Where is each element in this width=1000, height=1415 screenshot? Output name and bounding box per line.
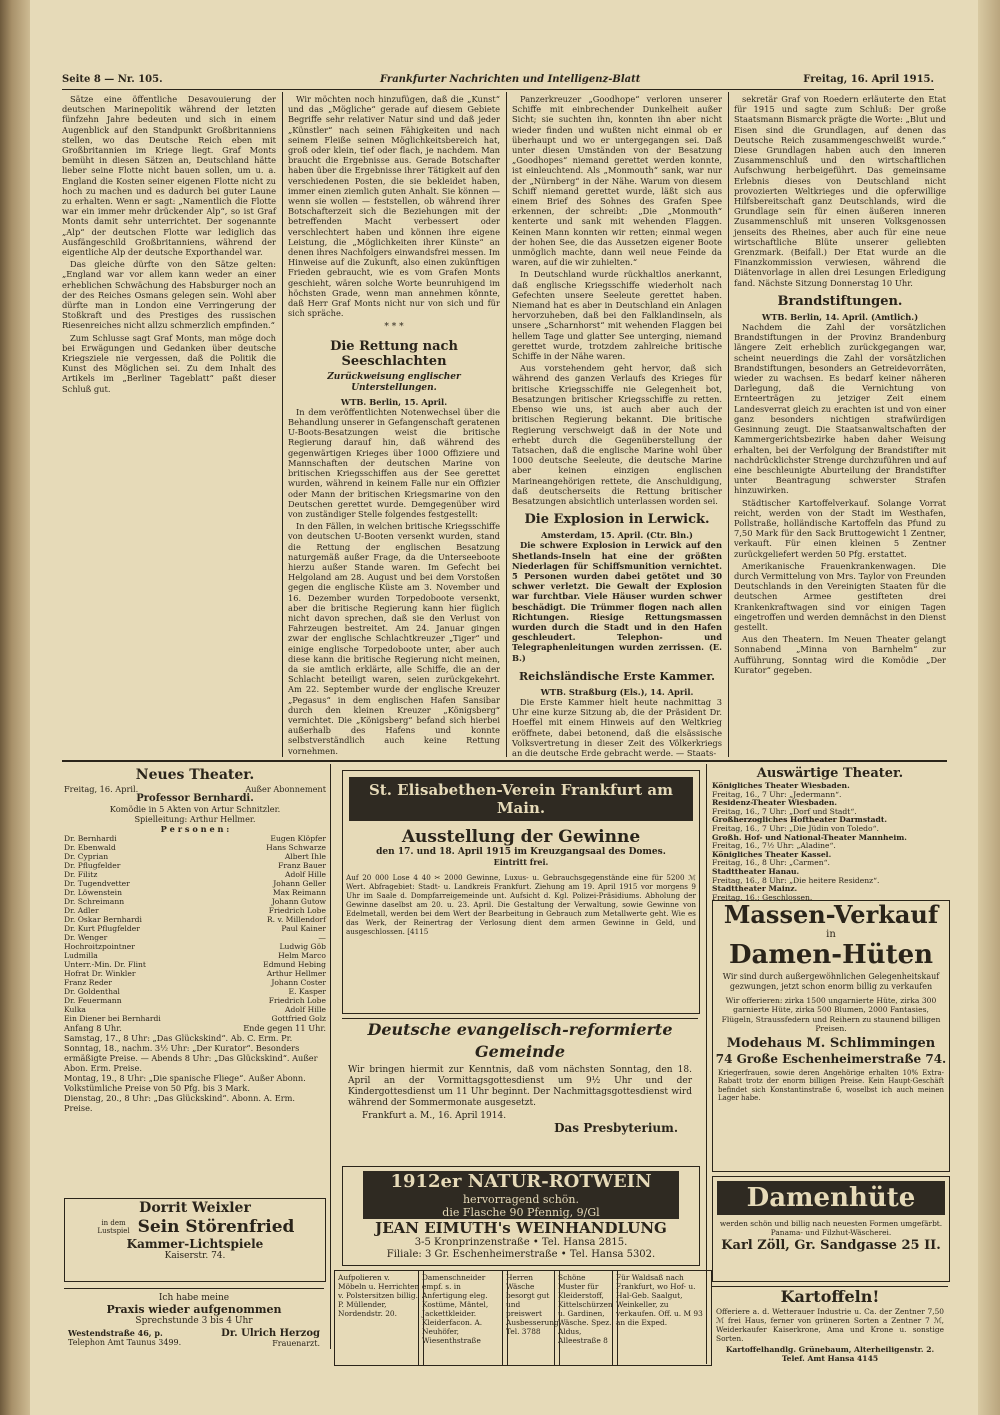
cast-actor: Paul Kainer: [281, 924, 326, 933]
header-masthead: Frankfurter Nachrichten und Intelligenz-Blatt: [380, 74, 641, 85]
wine-advert: [342, 1166, 700, 1266]
doctor-line1: Ich habe meine: [158, 1293, 230, 1303]
cast-actor: R. v. Millendorf: [266, 915, 326, 924]
cast-row: [64, 933, 326, 942]
theater-venue: Residenz-Theater Wiesbaden.: [712, 798, 837, 808]
cast-role: Hochroitzpointner: [64, 942, 135, 951]
cast-role: Kulka: [64, 1005, 86, 1014]
local-news-item: Städtischer Kartoffelverkauf. Solange Vorrat reicht, werden von der Stadt im Westhafen, Pollstraße, holländische Kartoffeln das Pfund zu 7,50 Mark für den Sack Bruttogewicht 1 Zentner, verkauft. Für einen kleinen 5 Zentner zurückgeliefert werden 50 Pfg. erstattet.: [734, 497, 946, 559]
cast-actor: E. Kasper: [288, 987, 326, 996]
cast-row: [64, 897, 326, 906]
cast-actor: Friedrich Lobe: [268, 996, 326, 1005]
column-rule: [282, 92, 283, 757]
cast-list: [64, 834, 326, 1023]
cast-actor: Arthur Hellmer: [266, 969, 326, 978]
cast-actor: Helm Marco: [278, 951, 326, 960]
cast-row: [64, 906, 326, 915]
cast-role: Dr. Schreimann: [64, 897, 125, 906]
cast-row: [64, 843, 326, 852]
hat-sale-advert: [712, 900, 950, 1172]
article-headline: Die Rettung nach Seeschlachten: [330, 338, 458, 369]
cast-actor: Gottfried Golz: [271, 1014, 326, 1023]
play-director: Spielleitung: Arthur Hellmer.: [134, 814, 256, 824]
verein-dates: den 17. und 18. April 1915 im Kreuzgangsaal des Domes.: [376, 847, 666, 857]
doctor-line2: Praxis wieder aufgenommen: [106, 1303, 282, 1316]
page-right-edge: [978, 0, 1000, 1415]
cast-role: Dr. Feuermann: [64, 996, 122, 1005]
wine-price: die Flasche 90 Pfennig, 9/Gl: [363, 1206, 679, 1219]
article-subheadline: Zurückweisung englischer Unterstellungen.: [327, 371, 461, 393]
cast-actor: Johann Coster: [271, 978, 326, 987]
wine-address: 3-5 Kronprinzenstraße • Tel. Hansa 2815.: [414, 1237, 628, 1248]
article-paragraph: In den Fällen, in welchen britische Kriegsschiffe von deutschen U-Booten versenkt wurden, stand die Rettung der englischen Besatzung naturgemäß außer Frage, da die Unterseeboote hierzu außer Stande waren. Im Gefecht bei Helgoland am 28. August und bei dem Vorstoßen gegen die englische Küste am 3. November und 16. Dezember wurden Torpedoboote versenkt, aber die britische Regierung kann hier füglich nicht davon sprechen, daß sie den Verlust von Fahrzeugen bestreitet. Am 24. Januar gingen zwar der englische Schlachtkreuzer „Tiger“ und einige englische Torpedoboote unter, aber auch diese kann die britische Regierung nicht meinen, da sie amtlich erklärte, alle Schiffe, die an der Schlacht beteiligt waren, seien zurückgekehrt. Am 22. September wurde der englische Kreuzer „Pegasus“ in dem englischen Hafen Sansibar durch den kleinen Kreuzer „Königsberg“ vernichtet. Die „Königsberg“ befand sich hierbei außerhalb des Hafens und konnte selbstverständlich auch keine Rettung vornehmen.: [288, 521, 500, 756]
cast-role: Dr. Ebenwald: [64, 843, 116, 852]
article-paragraph: Sätze eine öffentliche Desavouierung der deutschen Marinepolitik während der letzten fünfzehn Jahre bedeuten und sich in einem Augenblick auf den Standpunkt Großbritanniens stellen, wo das Deutsche Reich eben mit Großbritannien im Kriege liegt. Graf Monts bemüht in diesen Sätzen an, Deutschland hätte lieber seine Flotte nicht bauen sollen, um u. a. England die Kosten seiner eigenen Flotte nicht zu hoch zu machen und es dadurch bei guter Laune zu erhalten. Wenn er sagt: „Namentlich die Flotte war ein immer mehr drückender Alp“, so ist Graf Monts damit sehr unterrichtet. Der sogenannte „Alp“ der deutschen Flotte war lediglich das Ausfängeschild Großbritanniens, während der eigentliche Alp der deutsche Exporthandel war.: [62, 94, 276, 258]
wine-firm: JEAN EIMUTH's WEINHANDLUNG: [375, 1219, 667, 1237]
cast-role: Dr. Tugendvetter: [64, 879, 130, 888]
verein-advert: [342, 770, 700, 1014]
theater-venue: Großh. Hof- und National-Theater Mannheim.: [712, 832, 907, 842]
hut-title: Damenhüte: [717, 1181, 945, 1215]
cast-role: Ein Diener bei Bernhardi: [64, 1014, 161, 1023]
theater-show: Freitag, 16., 7½ Uhr: „Aladine“.: [712, 841, 836, 851]
article-column-3: [512, 94, 722, 756]
cast-actor: —: [318, 933, 326, 942]
potato-title: Kartoffeln!: [780, 1287, 880, 1306]
start-time: Anfang 8 Uhr.: [64, 1023, 122, 1033]
sale-title: Massen-Verkauf: [723, 900, 939, 929]
page-binding-edge: [0, 0, 30, 1415]
sale-text: Wir sind durch außergewöhnlichen Gelegenheitskauf gezwungen, jetzt schon enorm billig zu verkaufen: [722, 972, 940, 991]
doctor-phone: Telephon Amt Taunus 3499.: [68, 1338, 182, 1347]
article-dateline: Amsterdam, 15. April. (Ctr. Bln.): [541, 530, 693, 541]
column-rule: [728, 92, 729, 757]
cast-row: [64, 870, 326, 879]
cast-actor: Franz Bauer: [278, 861, 326, 870]
cast-actor: Albert Ihle: [284, 852, 326, 861]
theater-venue: Königliches Theater Kassel.: [712, 849, 832, 859]
cast-role: Franz Reder: [64, 978, 112, 987]
article-paragraph: Die Erste Kammer hielt heute nachmittag 3 Uhr eine kurze Sitzung ab, die der Präsident Dr. Hoeffel mit einem Hinweis auf den Weltkrieg eröffnete, dabei betonend, daß die elsässische Volksvertretung in dieser Zeit des Völkerkriegs an die deutsche Erde gebracht werde. — Staats-: [512, 696, 722, 758]
theater-date: Freitag, 16. April.: [64, 784, 139, 794]
play-subtitle: Komödie in 5 Akten von Artur Schnitzler.: [109, 804, 281, 814]
local-news-item: Amerikanische Frauenkrankenwagen. Die durch Vermittelung von Mrs. Taylor von Freunden Deutschlands in den Vereinigten Staaten für die deutschen Armee gestifteten drei Krankenkraftwagen sind vor einigen Tagen eingetroffen und werden demnächst in den Dienst gestellt.: [734, 560, 946, 632]
article-dateline: WTB. Berlin, 15. April.: [340, 396, 448, 407]
section-rule: [62, 760, 947, 762]
cast-role: Dr. Filitz: [64, 870, 98, 879]
cast-actor: Johann Geller: [273, 879, 326, 888]
theater-show: Freitag, 16., 7 Uhr: „Die Jüdin von Toledo“.: [712, 823, 879, 833]
verein-title: St. Elisabethen-Verein Frankfurt am Main.: [349, 777, 693, 821]
article-paragraph: Panzerkreuzer „Goodhope“ verloren unserer Schiffe mit einbrechender Dunkelheit außer Sicht; sie suchten ihn, konnten ihn aber nicht wieder finden und wußten nicht einmal ob er überhaupt und wo er untergegangen sei. Daß unter diesen Umständen von der Besatzung „Goodhopes“ niemand gerettet werden konnte, ist einleuchtend. Als „Monmouth“ sank, war nur der „Nürnberg“ in der Nähe. Warum von diesem Schiff niemand gerettet wurde, läßt sich aus einem Brief des Sohnes des Grafen Spee erkennen, der schreibt: „Die „Monmouth“ kenterte und sank mit wehenden Flaggen. Keinen Mann konnten wir retten; einmal wegen der hohen See, die das Aussetzen eigener Boote unmöglich machte, dann weil neue Feinde da waren, auf die wir zuhielten.“: [512, 94, 722, 268]
article-dateline: WTB. Berlin, 14. April. (Amtlich.): [761, 311, 919, 322]
classified-ad: Herren Wäsche besorgt gut und preiswert Ausbesserung. Tel. 3788: [502, 1270, 560, 1366]
article-paragraph: In dem veröffentlichten Notenwechsel über die Behandlung unserer in Gefangenschaft geratenen U-Boots-Besatzungen weist die britische Regierung darauf hin, daß während des gegenwärtigen Krieges über 1000 Offiziere und Mannschaften der deutschen Marine von britischen Kriegsschiffen aus der See gerettet wurden, während in keinem Falle nur ein Offizier oder Mann der britischen Kriegsmarine von den Deutschen gerettet wurde. Demgegenüber wird von zuständiger Stelle folgendes festgestellt:: [288, 406, 500, 519]
cast-row: [64, 861, 326, 870]
theater-show: Freitag, 16., 8 Uhr: „Die heitere Residenz“.: [712, 875, 880, 885]
article-headline: Reichsländische Erste Kammer.: [519, 669, 715, 683]
article-paragraph: Das gleiche dürfte von den Sätze gelten: „England war vor allem kann weder an einer erheblichen Schwächung des Habsburger noch an der des Reiches Osmans gelegen sein. Wohl aber dürfte man in London eine Verringerung der Stoßkraft und des Prestiges des russischen Riesenreiches nicht allzu schmerzlich empfinden.“: [62, 259, 276, 331]
cast-role: Dr. Cyprian: [64, 852, 109, 861]
gemeinde-notice: [342, 1018, 698, 1159]
column-rule: [330, 764, 331, 1349]
classified-ad: Aufpolieren v. Möbeln u. Herrichten v. Polstersitzen billig. P. Müllender, Nordendstr. 20.: [334, 1270, 424, 1366]
local-news-item: Aus den Theatern. Im Neuen Theater gelangt Sonnabend „Minna von Barnhelm“ zur Aufführung, Sonntag wird die Komödie „Der Kurator“ gegeben.: [734, 634, 946, 675]
cast-row: [64, 969, 326, 978]
article-paragraph: In Deutschland wurde rückhaltlos anerkannt, daß englische Kriegsschiffe wiederholt nach Gefechten unsere Seeleute gerettet haben. Niemand hat es aber in Deutschland ein Anlagen hervorzuheben, daß bei den Falklandinseln, als unsere „Scharnhorst“ mit wehenden Flaggen bei hellem Tage und glatter See unterging, niemand gerettet wurde, trotzdem zahlreiche britische Schiffe in der Nähe waren.: [512, 269, 722, 362]
cast-row: [64, 996, 326, 1005]
potato-firm: Kartoffelhandlg. Grünebaum, Alterheiligenstr. 2. Telef. Amt Hansa 4145: [725, 1345, 935, 1363]
article-paragraph: Zum Schlusse sagt Graf Monts, man möge doch bei Erwägungen und Gedanken über deutsche Kriegsziele nie vergessen, daß die Politik die Kunst des Möglichen sei. Zu dem Inhalt des Artikels im „Berliner Tageblatt“ paßt dieser Schluß gut.: [62, 332, 276, 394]
gemeinde-signature: Das Presbyterium.: [554, 1121, 678, 1135]
cast-role: Unterr.-Min. Dr. Flint: [64, 960, 146, 969]
article-column-2: [288, 94, 500, 756]
cast-row: [64, 942, 326, 951]
end-time: Ende gegen 11 Uhr.: [243, 1023, 326, 1033]
cast-row: [64, 987, 326, 996]
verein-body: Auf 20 000 Lose 4 40 ✂ 2000 Gewinne, Luxus- u. Gebrauchsgegenstände eine für 5200 ℳ Wert. Abfragebiet: Stadt- u. Landkreis Frankfurt. Ziehung am 19. April 1915 vor morgens 9 Uhr im Saale d. Dompfarreigemeinde unt. Aufsicht d. Kgl. Polizei-Präsidiums. Abholung der Gewinne daselbst am 20. u. 23. April. Die Gestaltung der Verwaltung, sowie Gewinne von Edelmetall, werden bei dem Wert der Bearbeitung in Gebrauch zum Metallwerte geht. Wie es das Werk, der Reinertrag der Verlosung dient dem armen Gewinne in Geld, und ausgeschlossen. [4115: [346, 873, 696, 936]
cast-role: Dr. Wenger: [64, 933, 108, 942]
theater-venue: Königliches Theater Wiesbaden.: [712, 781, 850, 790]
cast-actor: Hans Schwarze: [266, 843, 326, 852]
cast-row: [64, 915, 326, 924]
verein-exhibit: Ausstellung der Gewinne: [401, 827, 641, 847]
play-title: Professor Bernhardi.: [136, 793, 254, 804]
theater-abo: Außer Abonnement: [245, 784, 326, 794]
cast-role: Dr. Goldenthal: [64, 987, 120, 996]
cast-row: [64, 834, 326, 843]
cast-role: Dr. Bernhardi: [64, 834, 117, 843]
hut-line1: werden schön und billig nach neuesten Formen umgefärbt.: [719, 1219, 943, 1228]
hut-name: Karl Zöll, Gr. Sandgasse 25 II.: [721, 1238, 941, 1253]
cinema-address: Kaiserstr. 74.: [164, 1251, 226, 1261]
article-column-1: [62, 94, 276, 756]
theater-show: Freitag, 16., 8 Uhr: „Carmen“.: [712, 858, 830, 868]
classified-ad: Für Waldsaß nach Frankfurt, wo Hof- u. Hal-Geb. Saalgut, Weinkeller, zu verkaufen. Off. u. M 93 an die Exped.: [612, 1270, 712, 1366]
classified-ad: Schöne Muster für Kleiderstoff, Kittelschürzen u. Gardinen, Wäsche. Spez. Aldus, Alleestraße 8: [554, 1270, 618, 1366]
doctor-name: Dr. Ulrich Herzog: [221, 1328, 320, 1339]
theater-venue: Stadttheater Hanau.: [712, 866, 800, 876]
cast-row: [64, 1014, 326, 1023]
cast-row: [64, 951, 326, 960]
cast-row: [64, 924, 326, 933]
sale-in: in: [826, 929, 836, 940]
theater-show: Freitag, 16., 7 Uhr: „Jedermann“.: [712, 789, 842, 799]
article-paragraph: Nachdem die Zahl der vorsätzlichen Brandstiftungen in der Provinz Brandenburg längere Zeit erheblich zurückgegangen war, scheint neuerdings die Zahl der vorsätzlichen Brandstiftungen, besonders an Getreidevorräten, wieder zu wachsen. Es bedarf keiner näheren Darlegung, daß die Vernichtung von Ernteerträgen zu jetziger Zeit einem Landesverrat gleich zu erachten ist und von einer ganz besonders nichtigen strafwürdigen Gesinnung zeugt. Die Staatsanwaltschaften der Kammergerichtsbezirke haben daher Weisung erhalten, bei der Verfolgung der Brandstifter mit nachdrücklichster Strenge durchzuführen und auf eine beschleunigte Aburteilung der Brandstifter unter Beantragung schwerster Strafen hinzuwirken.: [734, 322, 947, 496]
program-line: Samstag, 17., 8 Uhr: „Das Glückskind“. Ab. C. Erm. Pr.: [64, 1033, 293, 1043]
cast-role: Dr. Adler: [64, 906, 99, 915]
article-paragraph: Aus vorstehendem geht hervor, daß sich während des ganzen Verlaufs des Krieges für britische Kriegsschiffe nie Gelegenheit bot, Besatzungen britischer Kriegsschiffe zu retten. Ebenso wie uns, ist auch aber auch der britischen Regierung bekannt. Die britische Regierung verschweigt daß in der Note und erhebt durch die Gegenüberstellung der Tatsachen, daß die englische Marine wohl über 1000 deutsche Seeleute, die deutsche Marine aber keinen einzigen englischen Marineangehörigen rettete, die Anschuldigung, daß deutscherseits die Rettung britischer Besatzungen absichtlich unterlassen worden sei.: [512, 363, 722, 506]
article-paragraph: Wir möchten noch hinzufügen, daß die „Kunst“ und das „Mögliche“ gerade auf diesem Gebiete Begriffe sehr relativer Natur sind und daß jeder „Künstler“ nach seinen Fähigkeiten und nach seinem Fleiße seinen Möglichkeitsbereich hat, groß oder klein, tief oder flach, je nachdem. Man braucht die Ergebnisse aus. Gerade Botschafter haben über die Ergebnisse ihrer Tätigkeit auf den verschiedenen Posten, die sie bekleidet haben, immer einen ziemlich guten Anhalt. Sie können — wenn sie wollen — feststellen, ob während ihrer Botschafterzeit sich die Beziehungen mit der betreffenden Macht verbessert oder verschlechtert haben und können ihre eigene Leistung, die „Möglichkeiten ihrer Künste“ an denen ihres Nachfolgers einwandsfrei messen. Im Hinweise auf die Zukunft, also einen zukünftigen Frieden gebraucht, wie es vom Grafen Monts geschieht, wären solche Worte beunruhigend im höchsten Grade, wenn man annehmen könnte, daß Herr Graf Monts nicht nur von sich und für sich spräche.: [288, 94, 500, 319]
cast-actor: Friedrich Lobe: [268, 906, 326, 915]
cast-actor: Edmund Hebing: [263, 960, 326, 969]
doctor-title: Frauenarzt.: [272, 1339, 320, 1348]
cinema-play: Sein Störenfried: [137, 1217, 295, 1237]
sale-offers: Wir offerieren: zirka 1500 ungarnierte Hüte, zirka 300 garnierte Hüte, zirka 500 Blumen, 2000 Fantasies, Flügeln, Straussfedern und Reihern zu staunend billigen Preisen.: [721, 996, 941, 1034]
cast-actor: Adolf Hille: [285, 870, 326, 879]
cinema-prefix: in dem Lustspiel: [97, 1219, 130, 1235]
article-dateline: WTB. Straßburg (Els.), 14. April.: [540, 686, 694, 697]
article-headline: Die Explosion in Lerwick.: [524, 512, 710, 528]
cast-row: [64, 978, 326, 987]
program-line: Sonntag, 18., nachm. 3½ Uhr: „Der Kurator“. Besonders ermäßigte Preise. — Abends 8 Uhr: „Das Glückskind“. Außer Abon. Erm. Preise.: [64, 1043, 318, 1073]
cast-role: Dr. Löwenstein: [64, 888, 122, 897]
cast-role: Dr. Pflugfelder: [64, 861, 121, 870]
section-divider: * * *: [384, 322, 404, 333]
cast-role: Hofrat Dr. Winkler: [64, 969, 136, 978]
regional-theater-title: Auswärtige Theater.: [756, 766, 904, 781]
cast-row: [64, 888, 326, 897]
cast-row: [64, 879, 326, 888]
regional-theater-listing: [712, 766, 948, 902]
potato-advert: [712, 1286, 948, 1365]
theater-title: Neues Theater.: [135, 767, 255, 783]
cast-row: [64, 852, 326, 861]
doctor-address: Westendstraße 46, p.: [68, 1328, 163, 1338]
cast-role: Dr. Kurt Pflugfelder: [64, 924, 140, 933]
sale-address: 74 Große Eschenheimerstraße 74.: [715, 1051, 947, 1066]
theater-venue: Stadttheater Mainz.: [712, 884, 798, 894]
hut-line2: Panama- und Filzhut-Wäscherei.: [770, 1228, 892, 1237]
wine-tagline: hervorragend schön.: [363, 1193, 679, 1206]
sale-footer: Kriegerfrauen, sowie deren Angehörige erhalten 10% Extra-Rabatt trotz der enorm billigen Preise. Kein Haupt-Geschäft befindet sich Konstantinstraße 6, woselbst ich auch meinen Lager habe.: [718, 1068, 944, 1103]
hat-dye-advert: [712, 1176, 950, 1282]
doctor-hours: Sprechstunde 3 bis 4 Uhr: [135, 1316, 253, 1326]
article-paragraph: Die schwere Explosion in Lerwick auf den Shetlands-Inseln hat eine der größten Niederlagen für Schiffsmunition vernichtet. 5 Personen wurden dabei getötet und 30 schwer verletzt. Die Gewalt der Explosion war furchtbar. Viele Häuser wurden schwer beschädigt. Die Trümmer flogen nach allen Richtungen. Riesige Rettungsmassen wurden durch die Stadt und in den Hafen geschleudert. Telephon- und Telegraphenleitungen wurden zerrissen. (E. B.): [512, 540, 722, 663]
cast-role: Ludmilla: [64, 951, 98, 960]
column-rule: [506, 92, 507, 757]
cast-role: Dr. Oskar Bernhardi: [64, 915, 142, 924]
header-rule: [62, 89, 934, 90]
classified-ad: Damenschneider empf. s. in Anfertigung eleg. Kostüme, Mäntel, Jackettkleider. Kleiderfacon. A. Neuhöfer, Wiesenthstraße: [418, 1270, 508, 1366]
theater-show: Freitag, 16., 7 Uhr: „Dorf und Stadt“.: [712, 806, 857, 816]
cast-heading: P e r s o n e n :: [160, 824, 230, 834]
cast-actor: Ludwig Göb: [279, 942, 326, 951]
theater-listing: [64, 766, 326, 1166]
doctor-notice: [64, 1288, 324, 1365]
theater-show: Freitag, 16.: Geschlossen.: [712, 892, 813, 902]
cinema-venue: Kammer-Lichtspiele: [126, 1237, 264, 1251]
verein-entry: Eintritt frei.: [493, 857, 549, 867]
gemeinde-title: Deutsche evangelisch-reformierte Gemeinde: [367, 1020, 673, 1061]
gemeinde-place: Frankfurt a. M., 16. April 1914.: [362, 1111, 507, 1121]
wine-headline: 1912er NATUR-ROTWEIN: [363, 1171, 679, 1193]
article-headline: Brandstiftungen.: [777, 293, 903, 309]
cast-actor: Adolf Hille: [285, 1005, 326, 1014]
sale-firm: Modehaus M. Schlimmingen: [726, 1035, 936, 1051]
cast-row: [64, 960, 326, 969]
cinema-actress: Dorrit Weixler: [139, 1200, 251, 1216]
cast-row: [64, 1005, 326, 1014]
program-line: Montag, 19., 8 Uhr: „Die spanische Fliege“. Außer Abonn. Volkstümliche Preise von 50 Pfg. bis 3 Mark.: [64, 1073, 306, 1093]
cinema-advert: [64, 1198, 326, 1282]
article-paragraph: sekretär Graf von Roedern erläuterte den Etat für 1915 und sagte zum Schluß: Der große Staatsmann Bismarck prägte die Worte: „Blut und Eisen sind die Grundlagen, auf denen das Deutsche Reich zusammengeschweißt wurde.“ Diese Grundlagen haben auch den inneren Zusammenschluß und den wirtschaftlichen Aufschwung herbeigeführt. Das gemeinsame Erlebnis dieses von Deutschland nicht provozierten Weltkrieges und die opferwillige Hilfsbereitschaft ganz Deutschlands, wird die Grundlage sein für einen äußeren inneren Zusammenschluß mit unseren Volksgenossen jenseits des Rheines, aber auch für eine neue wirtschaftliche Blüte unserer geliebten Grenzmark. (Beifall.) Der Etat wurde an die Finanzkommission verwiesen, während die Diätenvorlage in allen drei Lesungen Erledigung fand. Nächste Sitzung Donnerstag 10 Uhr.: [734, 94, 946, 288]
sale-product: Damen-Hüten: [728, 940, 934, 970]
cast-actor: Max Reimann: [272, 888, 326, 897]
article-column-4: [734, 94, 946, 756]
page-header: [62, 74, 934, 90]
header-page-number: Seite 8 — Nr. 105.: [62, 74, 163, 85]
cast-actor: Johann Gutow: [271, 897, 326, 906]
theater-venue: Großherzogliches Hoftheater Darmstadt.: [712, 815, 888, 825]
potato-body: Offeriere a. d. Wetterauer Industrie u. Ca. der Zentner 7,50 ℳ frei Haus, ferner von grüneren Sorten a Zentner 7 ℳ, Weiderkaufer Kaiserkrone, Ama und Krone u. sonstige Sorten.: [716, 1307, 944, 1343]
wine-branch: Filiale: 3 Gr. Eschenheimerstraße • Tel. Hansa 5302.: [386, 1249, 656, 1260]
gemeinde-body: Wir bringen hiermit zur Kenntnis, daß vom nächsten Sonntag, den 18. April an der Vormittagsgottesdienst um 9½ Uhr und der Kindergottesdienst um 11 Uhr beginnt. Der Nachmittagsgottesdienst wird während der Sommermonate ausgesetzt.: [348, 1065, 692, 1108]
program-line: Dienstag, 20., 8 Uhr: „Das Glückskind“. Abonn. A. Erm. Preise.: [64, 1093, 295, 1113]
cast-actor: Eugen Klöpfer: [270, 834, 326, 843]
header-date: Freitag, 16. April 1915.: [803, 74, 934, 85]
